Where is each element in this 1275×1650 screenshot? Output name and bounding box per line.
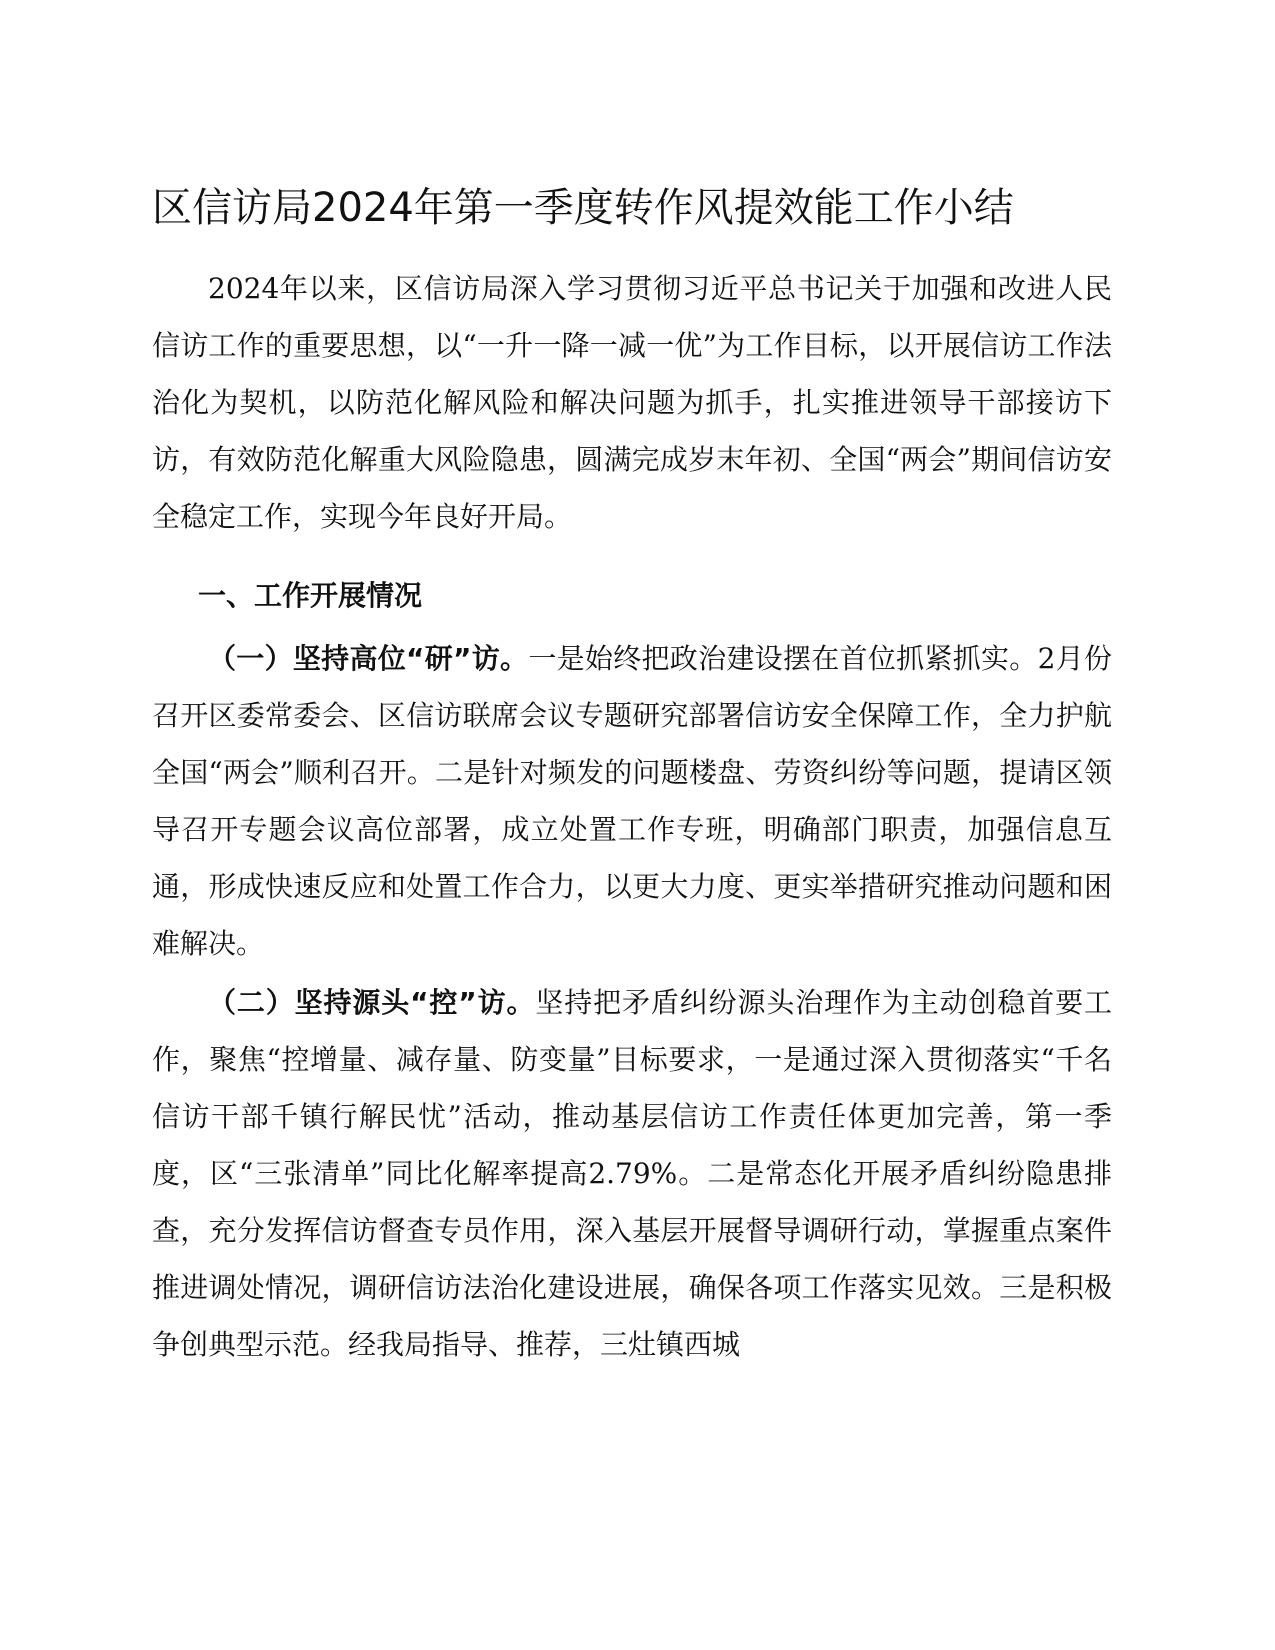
item-1-block [152,630,1112,972]
item-1-paragraph [152,630,1112,972]
intro-paragraph: 2024年以来，区信访局深入学习贯彻习近平总书记关于加强和改进人民信访工作的重要思想，以“一升一降一减一优”为工作目标，以开展信访工作法治化为契机，以防范化解风险和解决问题为抓手，扎实推进领导干部接访下访，有效防范化解重大风险隐患，圆满完成岁末年初、全国“两会”期间信访安全稳定工作，实现今年良好开局。 [152,272,1112,533]
item-2-text: 坚持把矛盾纠纷源头治理作为主动创稳首要工作，聚焦“控增量、减存量、防变量”目标要求，一是通过深入贯彻落实“千名信访干部千镇行解民忧”活动，推动基层信访工作责任体更加完善，第一季度，区“三张清单”同比化解率提高2.79%。二是常态化开展矛盾纠纷隐患排查，充分发挥信访督查专员作用，深入基层开展督导调研行动，掌握重点案件推进调处情况，调研信访法治化建设进展，确保各项工作落实见效。三是积极争创典型示范。经我局指导、推荐，三灶镇西城 [152,986,1112,1361]
item-1-text: 一是始终把政治建设摆在首位抓紧抓实。2月份召开区委常委会、区信访联席会议专题研究部署信访安全保障工作，全力护航全国“两会”顺利召开。二是针对频发的问题楼盘、劳资纠纷等问题，提请区领导召开专题会议高位部署，成立处置工作专班，明确部门职责，加强信息互通，形成快速反应和处置工作合力，以更大力度、更实举措研究推动问题和困难解决。 [152,642,1112,960]
item-1-lead: （一）坚持高位“研”访。 [208,642,529,675]
item-2-block [152,974,1112,1373]
section-heading: 一、工作开展情况 [198,579,423,612]
item-2-lead: （二）坚持源头“控”访。 [208,986,536,1019]
item-2-paragraph [152,974,1112,1373]
document-title: 区信访局2024年第一季度转作风提效能工作小结 [152,185,1014,231]
intro-paragraph-block [152,260,1112,545]
